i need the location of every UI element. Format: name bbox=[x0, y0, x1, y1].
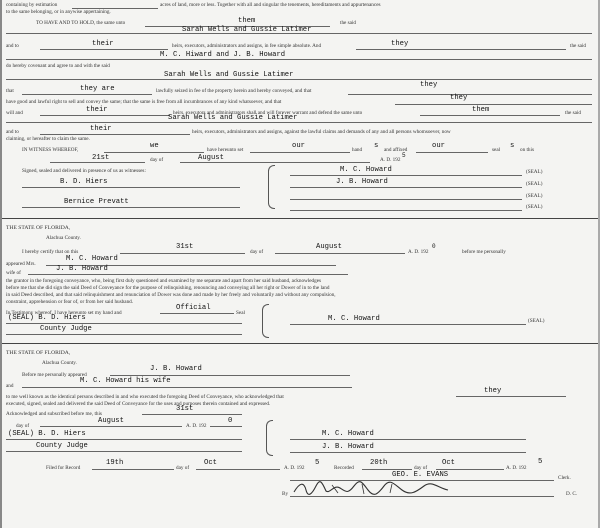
filed-day-of: day of bbox=[176, 465, 190, 471]
hand-word: hand bbox=[352, 147, 363, 153]
rec-day-of: day of bbox=[414, 465, 428, 471]
ack2-they-line bbox=[456, 396, 566, 397]
have-hereunto: have hereunto set bbox=[207, 147, 244, 153]
grantees-1: Sarah Wells and Gussie Latimer bbox=[182, 26, 312, 34]
we-line bbox=[104, 152, 204, 153]
grantees-3: Sarah Wells and Gussie Latimer bbox=[168, 114, 298, 122]
deed-day-line bbox=[50, 162, 145, 163]
ack1-name: M. C. Howard bbox=[66, 255, 118, 263]
ack1-month-line bbox=[275, 253, 405, 254]
dc-label: D. C. bbox=[566, 491, 578, 497]
by-line bbox=[290, 496, 554, 497]
ack1-day-of: day of bbox=[250, 249, 264, 255]
ack2-day: 31st bbox=[176, 405, 194, 413]
ack1-body-4: constraint, apprehension or fear of, or from her said husband. bbox=[6, 299, 134, 305]
filed-ad: A. D. 192 bbox=[284, 465, 305, 471]
have-good-text: have good and lawful right to sell and convey the same; that the same is free from all incumbrances of any kind whatsoever, and that bbox=[6, 99, 282, 105]
ack2-notary-line bbox=[6, 439, 242, 440]
signer-3-line bbox=[290, 199, 522, 200]
clerk-name: GEO. E. EVANS bbox=[392, 471, 449, 479]
ack2-before: Before me personally appeared bbox=[22, 372, 87, 378]
ack2-title: County Judge bbox=[36, 442, 88, 450]
deed-month-line bbox=[180, 162, 370, 163]
ack1-official-line bbox=[160, 313, 234, 314]
ack1-ad: A. D. 192 bbox=[408, 249, 429, 255]
ack1-state: THE STATE OF FLORIDA, bbox=[6, 225, 71, 231]
ack2-state: THE STATE OF FLORIDA, bbox=[6, 350, 71, 356]
ack2-name-2-line bbox=[22, 387, 352, 388]
seal-label-4: (SEAL) bbox=[526, 204, 543, 210]
ack2-executed: executed, signed, sealed and delivered the said Deed of Conveyance for the uses and purposes therein contained and expressed. bbox=[6, 401, 271, 407]
filed-year: 5 bbox=[315, 459, 320, 467]
clerk-label: Clerk. bbox=[558, 475, 571, 481]
ack2-signer-2-line bbox=[290, 452, 526, 453]
ack1-title-line bbox=[6, 334, 242, 335]
signer-2-line bbox=[290, 187, 522, 188]
grantees-2: Sarah Wells and Gussie Latimer bbox=[164, 71, 294, 79]
ack2-month-line bbox=[40, 426, 182, 427]
ack2-name-1: J. B. Howard bbox=[150, 365, 202, 373]
warrant-text: heirs, executors and administrators shall and will forever warrant and defend the same unto bbox=[173, 110, 363, 116]
heirs-lawful: heirs, executors, administrators and assigns, against the lawful claims and demands of any and all persons whomsoever, now bbox=[192, 129, 451, 135]
signer-1: M. C. Howard bbox=[340, 166, 392, 174]
seal-label-3: (SEAL) bbox=[526, 193, 543, 199]
ack1-title: County Judge bbox=[40, 325, 92, 333]
ack1-body-3: in said Deed described, and that said relinquishment and renunciation of Dower was done and made by her freely and voluntarily and without any compulsion, bbox=[6, 292, 336, 298]
ack2-ad: A. D. 192 bbox=[186, 423, 207, 429]
the-said-1: the said bbox=[340, 20, 356, 26]
witness-bracket bbox=[268, 165, 275, 209]
they-3: they bbox=[450, 94, 468, 102]
rec-month-line bbox=[436, 469, 504, 470]
ack1-bracket bbox=[262, 304, 269, 338]
their-2: their bbox=[86, 106, 108, 114]
ack1-day: 31st bbox=[176, 243, 194, 251]
their-3: their bbox=[90, 125, 112, 133]
ack1-before: before me personally bbox=[462, 249, 506, 255]
grantors-1: M. C. Hiward and J. B. Howard bbox=[160, 51, 286, 59]
heirs-fee: heirs, executors, administrators and assigns, in fee simple absolute. And bbox=[172, 43, 322, 49]
s-2: s bbox=[510, 142, 515, 150]
signer-2: J. B. Howard bbox=[336, 178, 388, 186]
ack2-month: August bbox=[98, 417, 124, 425]
signed-text: Signed, sealed and delivered in presence of us as witnesses: bbox=[22, 168, 146, 174]
ack2-signer-1: M. C. Howard bbox=[322, 430, 374, 438]
deed-month: August bbox=[198, 154, 224, 162]
they-1: they bbox=[391, 40, 409, 48]
ack2-day-line bbox=[142, 414, 242, 415]
ack2-year: 0 bbox=[228, 417, 233, 425]
rec-day: 20th bbox=[370, 459, 388, 467]
ack2-name-1-line bbox=[110, 375, 350, 376]
ack1-testimony: In Testimony whereof, I have hereunto set my hand and bbox=[6, 310, 122, 316]
our-1: our bbox=[292, 142, 305, 150]
filed-month-line bbox=[196, 469, 280, 470]
ack1-body-1: the grantor in the foregoing conveyance, who, being first duly questioned and examined by me separate and apart from her said husband, acknowledges bbox=[6, 278, 322, 284]
they-are: they are bbox=[80, 85, 115, 93]
signer-1-line bbox=[290, 175, 522, 176]
recorded-text: Recorded bbox=[334, 465, 354, 471]
witness-text: IN WITNESS WHEREOF, bbox=[22, 147, 79, 153]
filed-month: Oct bbox=[204, 459, 217, 467]
witness-1-line bbox=[22, 187, 240, 188]
ack1-certify: I hereby certify that on this bbox=[22, 249, 79, 255]
on-this: on this bbox=[520, 147, 534, 153]
signer-4-line bbox=[290, 210, 522, 211]
filed-day-line bbox=[92, 469, 174, 470]
they-are-line bbox=[22, 94, 152, 95]
witness-2-line bbox=[22, 207, 240, 208]
deed-p1b: acres of land, more or less. Together with all and singular the tenements, hereditaments and appurtenances bbox=[160, 2, 381, 8]
ack2-signer-1-line bbox=[290, 439, 526, 440]
ack2-known: to me well known as the identical persons described in and who executed the foregoing Deed of Conveyance, who acknowledged that bbox=[6, 394, 284, 400]
grantees-line-2 bbox=[6, 79, 592, 80]
our-line-1 bbox=[250, 152, 350, 153]
seal-label-1: (SEAL) bbox=[526, 169, 543, 175]
their-line-2 bbox=[40, 115, 170, 116]
deed-p2: to the same belonging, or in anywise appertaining. bbox=[6, 9, 111, 15]
filed-day: 19th bbox=[106, 459, 124, 467]
habendum-text: TO HAVE AND TO HOLD, the same unto bbox=[36, 20, 126, 26]
ack2-year-line bbox=[210, 426, 242, 427]
claiming-text: claiming, or hereafter to claim the same. bbox=[6, 136, 90, 142]
ack2-name-2: M. C. Howard his wife bbox=[80, 377, 171, 385]
ack1-day-line bbox=[120, 253, 245, 254]
ack1-notary: (SEAL) B. D. Hiers bbox=[8, 314, 86, 322]
rec-day-line bbox=[362, 469, 412, 470]
by-label: By bbox=[282, 491, 289, 497]
grantees-line-1 bbox=[6, 33, 592, 34]
ack2-county: Alachua County. bbox=[42, 360, 77, 366]
filed-text: Filed for Record bbox=[46, 465, 81, 471]
them-word: them bbox=[238, 17, 256, 25]
ack1-wife-of: wife of bbox=[6, 270, 21, 276]
ack1-husband-line bbox=[28, 274, 348, 275]
they-line-3 bbox=[395, 104, 592, 105]
and-to-1: and to bbox=[6, 43, 19, 49]
deed-day: 21st bbox=[92, 154, 110, 162]
ack1-signer: M. C. Howard bbox=[328, 315, 380, 323]
will-and: will and bbox=[6, 110, 23, 116]
deputy-signature bbox=[292, 480, 452, 496]
seal-label-2: (SEAL) bbox=[526, 181, 543, 187]
and-affixed: and affixed bbox=[384, 147, 408, 153]
ack1-month: August bbox=[316, 243, 342, 251]
the-said-3: the said bbox=[565, 110, 581, 116]
the-said-2: the said bbox=[570, 43, 586, 49]
left-page-edge bbox=[0, 0, 2, 528]
ack1-official: Official bbox=[176, 304, 211, 312]
they-line-1 bbox=[356, 49, 566, 50]
grantors-line bbox=[6, 59, 592, 60]
them-2: them bbox=[472, 106, 490, 114]
ack1-seal-word: Seal bbox=[236, 310, 245, 316]
we-word: we bbox=[150, 142, 159, 150]
rec-ad: A. D. 192 bbox=[506, 465, 527, 471]
witness-1: B. D. Hiers bbox=[60, 178, 108, 186]
ack2-notary: (SEAL) B. D. Hiers bbox=[8, 430, 86, 438]
ack2-bracket bbox=[266, 420, 273, 456]
seal-word: seal bbox=[492, 147, 501, 153]
they-2: they bbox=[420, 81, 438, 89]
they-line-2 bbox=[348, 94, 592, 95]
s-1: s bbox=[374, 142, 379, 150]
grantees-line-3 bbox=[6, 122, 592, 123]
lawfully-text: lawfully seized in fee of the property herein and hereby conveyed, and that bbox=[156, 88, 312, 94]
ack2-signer-2: J. B. Howard bbox=[322, 443, 374, 451]
our-line-2 bbox=[416, 152, 488, 153]
their-1: their bbox=[92, 40, 114, 48]
ack1-county: Alachua County. bbox=[46, 235, 81, 241]
ack2-acknowledged: Acknowledged and subscribed before me, this bbox=[6, 411, 102, 417]
section-divider-1 bbox=[0, 218, 600, 219]
their-line-3 bbox=[40, 134, 190, 135]
our-2: our bbox=[432, 142, 445, 150]
ack1-signer-line bbox=[290, 324, 526, 325]
and-to-2: and to bbox=[6, 129, 19, 135]
that-1: that bbox=[6, 88, 14, 94]
ack1-husband: J. B. Howard bbox=[56, 265, 108, 273]
rec-month: Oct bbox=[442, 459, 455, 467]
deed-p1: containing by estimation bbox=[6, 2, 58, 8]
ack1-body-2: before me that she did sign the said Deed of Conveyance for the purpose of relinquishing, renouncing and conveying all her right or Dower of in to the land bbox=[6, 285, 330, 291]
deed-ad: A. D. 192 bbox=[380, 157, 401, 163]
ack2-they: they bbox=[484, 387, 502, 395]
ack2-and: and bbox=[6, 383, 14, 389]
their-line-1 bbox=[40, 49, 168, 50]
ack2-title-line bbox=[6, 451, 242, 452]
ack1-appeared: appeared Mrs. bbox=[6, 261, 36, 267]
deed-year: 5 bbox=[402, 152, 406, 159]
them-line-2 bbox=[420, 115, 560, 116]
rec-year: 5 bbox=[538, 458, 543, 466]
deed-day-of: day of bbox=[150, 157, 164, 163]
section-divider-2 bbox=[0, 343, 600, 344]
witness-2: Bernice Prevatt bbox=[64, 198, 129, 206]
ack1-seal-label: (SEAL) bbox=[528, 318, 545, 324]
ack2-day-of: day of bbox=[16, 423, 30, 429]
ack1-notary-line bbox=[6, 323, 242, 324]
covenant-text: do hereby covenant and agree to and with the said bbox=[6, 63, 110, 69]
ack1-year: 0 bbox=[432, 243, 436, 250]
